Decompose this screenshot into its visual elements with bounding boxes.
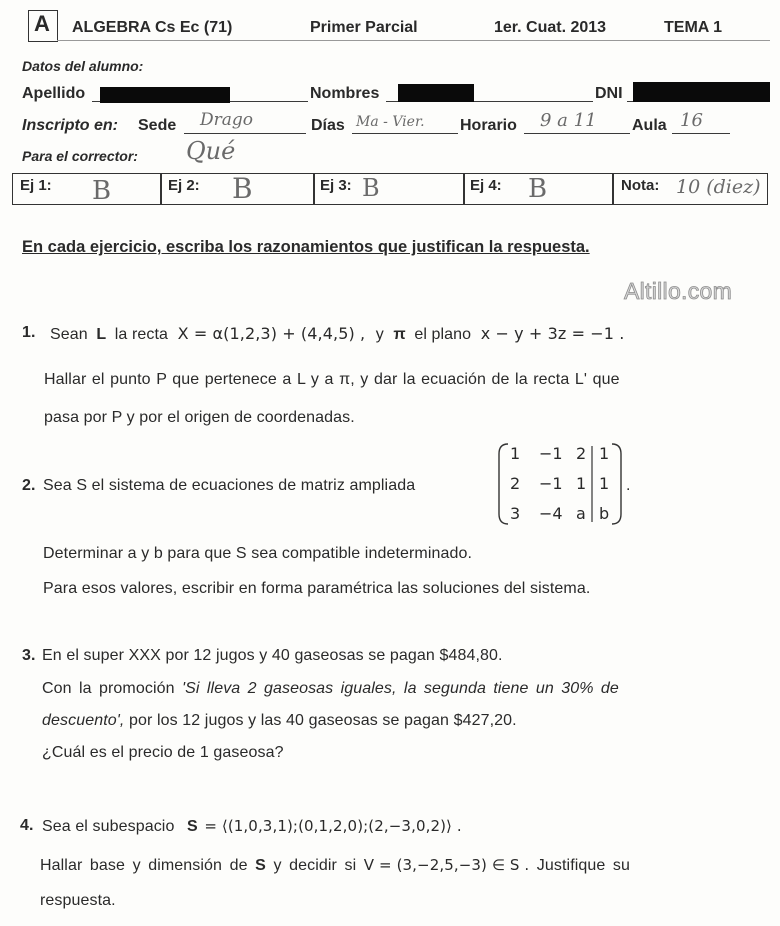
ex4-subspace-S: S — [187, 818, 198, 835]
dias-label: Días — [311, 117, 345, 134]
matrix-r2c4: 1 — [599, 474, 610, 493]
grades-divider-4 — [612, 173, 614, 205]
ex4-text-c: y decidir si — [273, 857, 357, 874]
ex1-text-b: la recta — [114, 326, 169, 343]
matrix-r3c3: a — [576, 504, 586, 523]
instruction-text: En cada ejercicio, escriba los razonamientos que justifican la respuesta. — [22, 238, 590, 256]
tema-letter: A — [34, 11, 50, 36]
ex1-plane-equation: x − y + 3z = −1 . — [480, 324, 625, 343]
corrector-signature: Qué — [186, 137, 236, 165]
ex4-number: 4. — [20, 817, 34, 834]
ex1-text-d: el plano — [414, 326, 472, 343]
ex1-line3: pasa por P y por el origen de coordenadas. — [44, 409, 355, 426]
grade-value-4: B — [528, 174, 548, 204]
horario-line — [524, 133, 630, 134]
sede-value: Drago — [200, 110, 254, 130]
ex4-text-a: Sea el subespacio — [42, 818, 175, 835]
ex1-text-c: y — [375, 326, 384, 343]
ex3-promo-quote: 'Si lleva 2 gaseosas iguales, la segunda tiene un 30% de — [181, 680, 619, 697]
ex4-line2 — [40, 856, 630, 875]
matrix-r1c3: 2 — [576, 444, 587, 463]
corrector-label: Para el corrector: — [22, 148, 138, 164]
dias-line — [352, 133, 458, 134]
ex4-line3: respuesta. — [40, 892, 116, 909]
ex2-number: 2. — [22, 477, 36, 494]
dias-value: Ma - Vier. — [356, 114, 425, 130]
names-redaction — [398, 84, 474, 102]
ex2-line2: Determinar a y b para que S sea compatible indeterminado. — [43, 545, 473, 562]
grade-label-4: Ej 4: — [470, 177, 502, 194]
ex4-text-d: Justifique su — [536, 857, 631, 874]
ex1-line-equation: X = α(1,2,3) + (4,4,5) , — [177, 324, 366, 343]
ex3-line1: En el super XXX por 12 jugos y 40 gaseosas se pagan $484,80. — [42, 647, 503, 664]
grade-label-1: Ej 1: — [20, 177, 52, 194]
matrix-r1c1: 1 — [510, 444, 521, 463]
grades-divider-3 — [463, 173, 465, 205]
ex3-promo-quote-end: descuento', — [42, 712, 125, 729]
names-label: Nombres — [310, 85, 380, 102]
grade-value-3: B — [362, 174, 380, 202]
ex4-subspace-span: = ⟨(1,0,3,1);(0,1,2,0);(2,−3,0,2)⟩ . — [204, 817, 462, 835]
horario-value: 9 a 11 — [540, 110, 597, 131]
matrix-r2c2: −1 — [539, 474, 563, 493]
ex4-vector-membership: V = (3,−2,5,−3) ∈ S . — [363, 856, 530, 874]
ex1-text-a: Sean — [50, 326, 88, 343]
grade-value-1: B — [92, 176, 112, 206]
exam-term: 1er. Cuat. 2013 — [494, 19, 607, 36]
ex3-line3-text: por los 12 jugos y las 40 gaseosas se pagan $427,20. — [128, 712, 517, 729]
sede-label: Sede — [138, 117, 177, 134]
ex2-text: Sea S el sistema de ecuaciones de matriz ampliada — [43, 477, 416, 494]
ex2-matrix-period: . — [626, 477, 631, 494]
dni-label: DNI — [595, 85, 623, 102]
ex4-subspace-S-ref: S — [255, 857, 266, 874]
exam-tema: TEMA 1 — [664, 19, 723, 36]
grade-label-final: Nota: — [621, 177, 660, 194]
ex3-number: 3. — [22, 647, 36, 664]
ex1-line2: Hallar el punto P que pertenece a L y a π, y dar la ecuación de la recta L' que — [44, 371, 620, 388]
surname-label: Apellido — [22, 85, 86, 102]
exam-name: Primer Parcial — [310, 19, 418, 36]
course-name: ALGEBRA Cs Ec (71) — [72, 19, 233, 36]
watermark: Altillo.com — [624, 278, 733, 304]
matrix-r3c4: b — [599, 504, 610, 523]
aula-label: Aula — [632, 117, 667, 134]
aula-value: 16 — [680, 110, 703, 131]
matrix-r2c1: 2 — [510, 474, 521, 493]
ex1-number: 1. — [22, 324, 36, 341]
grade-label-3: Ej 3: — [320, 177, 352, 194]
dni-redaction — [633, 82, 770, 102]
grades-divider-1 — [160, 173, 162, 205]
ex1-line1 — [50, 324, 624, 344]
matrix-r3c2: −4 — [539, 504, 563, 523]
surname-redaction — [100, 87, 230, 103]
student-section-label: Datos del alumno: — [22, 58, 144, 74]
matrix-r1c4: 1 — [599, 444, 610, 463]
ex1-plane-pi: π — [393, 326, 406, 343]
ex3-line3 — [42, 712, 517, 730]
ex3-promo-intro: Con la promoción — [42, 680, 175, 697]
ex4-line1 — [42, 817, 462, 836]
ex4-text-b: Hallar base y dimensión de — [40, 857, 248, 874]
enrolled-label: Inscripto en: — [22, 117, 119, 134]
sede-line — [184, 133, 306, 134]
matrix-r3c1: 3 — [510, 504, 521, 523]
matrix-r2c3: 1 — [576, 474, 587, 493]
aula-line — [672, 133, 730, 134]
grades-divider-2 — [313, 173, 315, 205]
grade-label-2: Ej 2: — [168, 177, 200, 194]
ex2-augmented-matrix — [496, 440, 632, 528]
matrix-r1c2: −1 — [539, 444, 563, 463]
ex3-line2 — [42, 680, 619, 698]
grade-value-2: B — [232, 172, 253, 205]
ex2-line3: Para esos valores, escribir en forma paramétrica las soluciones del sistema. — [43, 580, 591, 597]
grade-value-final: 10 (diez) — [676, 176, 761, 198]
header-rule — [57, 40, 770, 41]
ex1-line-L: L — [96, 326, 107, 343]
horario-label: Horario — [460, 117, 517, 134]
ex3-question: ¿Cuál es el precio de 1 gaseosa? — [42, 744, 284, 761]
